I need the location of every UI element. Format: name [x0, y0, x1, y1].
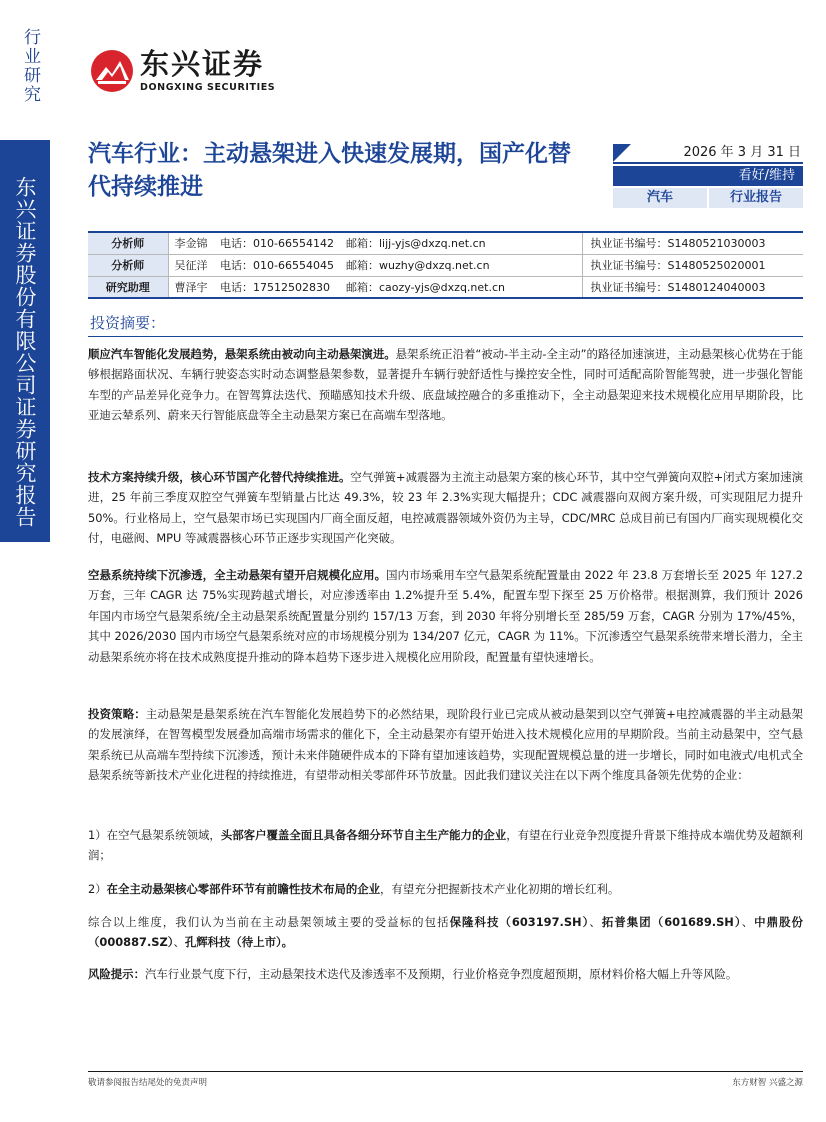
- side-category-text: 行业研究: [20, 28, 40, 104]
- summary-paragraph-tech: [88, 467, 803, 549]
- point-prefix: 2）: [88, 882, 107, 896]
- point-suffix: ，有望充分把握新技术产业化初期的增长红利。: [380, 882, 620, 896]
- summary-beneficiaries: [88, 912, 803, 953]
- summary-paragraph-trend: [88, 344, 803, 426]
- logo-emblem-icon: [90, 49, 134, 93]
- point-lead: 头部客户覆盖全面且具备各细分环节自主生产能力的企业: [220, 828, 507, 842]
- report-date: 2026 年 3 月 31 日: [683, 145, 801, 160]
- separator: 、: [741, 915, 755, 929]
- summary-risk: [88, 964, 803, 984]
- paragraph-lead: 风险提示：: [88, 967, 145, 981]
- analyst-row: [88, 232, 803, 254]
- summary-paragraph-strategy: [88, 704, 803, 786]
- paragraph-lead: 技术方案持续升级，核心环节国产化替代持续推进。: [88, 470, 351, 484]
- analyst-table: [88, 231, 803, 299]
- company-logo: [90, 48, 275, 93]
- report-meta-box: [613, 144, 803, 208]
- analyst-email: 邮箱：caozy-yjs@dxzq.net.cn: [346, 276, 582, 298]
- analyst-row: [88, 254, 803, 276]
- point-prefix: 1）在空气悬架系统领域，: [88, 828, 221, 842]
- period: 。: [281, 935, 294, 950]
- paragraph-lead: 空悬系统持续下沉渗透，全主动悬架有望开启规模化应用。: [88, 568, 387, 582]
- summary-point-active-suspension: [88, 879, 803, 899]
- report-title: 汽车行业：主动悬架进入快速发展期，国产化替代持续推进: [88, 141, 571, 200]
- analyst-name: 吴征洋: [168, 254, 220, 276]
- corner-triangle-icon: [613, 144, 631, 162]
- side-company-bar: [0, 140, 50, 542]
- beneficiaries-prefix: 综合以上维度，我们认为当前在主动悬架领域主要的受益标的包括: [88, 915, 450, 929]
- logo-cn-text: 东兴证券: [140, 47, 265, 81]
- footer-disclaimer: 敬请参阅报告结尾处的免责声明: [88, 1078, 208, 1088]
- analyst-phone: 电话：17512502830: [220, 276, 346, 298]
- side-category-label: [0, 0, 60, 140]
- analyst-role: 研究助理: [88, 276, 168, 298]
- paragraph-body: 悬架系统正沿着“被动-半主动-全主动”的路径加速演进，主动悬架核心优势在于能够根据路面状况、车辆行驶姿态实时动态调整悬架参数，显著提升车辆行驶舒适性与操控安全性，同时可适配高阶智能驾驶，进一步强化智能车型的产品差异化竞争力。在智驾算法迭代、预瞄感知技术升级、底盘域控融合的多重推动下，全主动悬架迎来技术规模化应用早期阶段，比亚迪云辇系列、蔚来天行智能底盘等全主动悬架方案已在高端车型落地。: [88, 347, 803, 423]
- rating-badge: 看好/维持: [613, 166, 803, 186]
- analyst-phone: 电话：010-66554142: [220, 232, 346, 254]
- summary-point-air-suspension: [88, 825, 803, 866]
- summary-heading: 投资摘要：: [88, 312, 803, 337]
- page-footer: [88, 1071, 803, 1088]
- logo-en-text: DONGXING SECURITIES: [140, 82, 276, 93]
- analyst-cert: 执业证书编号：S1480124040003: [582, 276, 803, 298]
- summary-paragraph-market: [88, 565, 803, 667]
- analyst-cert: 执业证书编号：S1480521030003: [582, 232, 803, 254]
- stock-zhongding: 中鼎股份（000887.SZ）: [88, 915, 803, 950]
- analyst-name: 曹泽宇: [168, 276, 220, 298]
- tag-industry: 汽车: [613, 188, 707, 208]
- separator: 、: [589, 915, 602, 929]
- point-lead: 在全主动悬架核心零部件环节有前瞻性技术布局的企业: [106, 882, 381, 896]
- side-company-text: 东兴证券股份有限公司证券研究报告: [13, 176, 37, 528]
- analyst-email: 邮箱：wuzhy@dxzq.net.cn: [346, 254, 582, 276]
- stock-baolong: 保隆科技（603197.SH）: [449, 915, 590, 929]
- paragraph-body: 汽车行业景气度下行，主动悬架技术迭代及渗透率不及预期，行业价格竞争烈度超预期，原材料价格大幅上升等风险。: [144, 967, 738, 981]
- paragraph-lead: 顺应汽车智能化发展趋势，悬架系统由被动向主动悬架演进。: [88, 347, 396, 361]
- analyst-role: 分析师: [88, 232, 168, 254]
- paragraph-lead: 投资策略：: [88, 707, 146, 721]
- paragraph-body: 空气弹簧+减震器为主流主动悬架方案的核心环节，其中空气弹簧向双腔+闭式方案加速演进，25 年前三季度双腔空气弹簧车型销量占比达 49.3%，较 23 年 2.3%实现大幅提升；CDC 减震器向双阀方案升级，可实现阻尼力提升 50%。行业格局上，空气悬架市场已实现国内厂商全面反超，电控减震器领域外资仍为主导，CDC/MRC 总成目前已有国内厂商实现规模化交付，电磁阀、MPU 等减震器核心环节正逐步实现国产化突破。: [88, 470, 803, 546]
- analyst-row: [88, 276, 803, 298]
- footer-slogan: 东方财智 兴盛之源: [732, 1078, 803, 1088]
- point-suffix: ，有望在行业竞争烈度提升背景下维持成本端优势及超额利润；: [88, 828, 803, 863]
- paragraph-body: 国内市场乘用车空气悬架系统配置量由 2022 年 23.8 万套增长至 2025 年 127.2 万套，三年 CAGR 达 75%实现跨越式增长，对应渗透率由 1.2%提升至 5.4%，配置车型下探至 25 万价格带。根据测算，我们预计 2026 年国内市场空气悬架系统/全主动悬架系统配置量分别约 157/13 万套，到 2030 年将分别增长至 285/59 万套，CAGR 分别为 17%/45%，其中 2026/2030 国内市场空气悬架系统对应的市场规模分别为 134/207 亿元，CAGR 为 11%。下沉渗透空气悬架系统带来增长潜力，全主动悬架系统亦将在技术成熟度提升推动的降本趋势下逐步进入规模化应用阶段，配置量有望快速增长。: [88, 568, 803, 664]
- analyst-cert: 执业证书编号：S1480525020001: [582, 254, 803, 276]
- stock-konghui: 孔辉科技（待上市）: [184, 935, 282, 950]
- separator: 、: [173, 935, 185, 950]
- report-date-row: [613, 144, 803, 164]
- paragraph-body: 主动悬架是悬架系统在汽车智能化发展趋势下的必然结果，现阶段行业已完成从被动悬架到以空气弹簧+电控减震器的半主动悬架的发展演绎，在智驾模型发展叠加高端市场需求的催化下，全主动悬架亦有望开始进入技术规模化应用的早期阶段。当前主动悬架中，空气悬架系统已从高端车型持续下沉渗透，预计未来伴随硬件成本的下降有望加速该趋势，实现配置规模总量的进一步增长，同时如电液式/电机式全悬架系统等新技术产业化进程的持续推进，有望带动相关零部件环节放量。因此我们建议关注在以下两个维度具备领先优势的企业：: [88, 707, 803, 783]
- report-tags: [613, 188, 803, 208]
- analyst-email: 邮箱：lijj-yjs@dxzq.net.cn: [346, 232, 582, 254]
- analyst-role: 分析师: [88, 254, 168, 276]
- tag-report-type: 行业报告: [709, 188, 803, 208]
- analyst-name: 李金锦: [168, 232, 220, 254]
- analyst-phone: 电话：010-66554045: [220, 254, 346, 276]
- stock-tuopu: 拓普集团（601689.SH）: [601, 915, 742, 929]
